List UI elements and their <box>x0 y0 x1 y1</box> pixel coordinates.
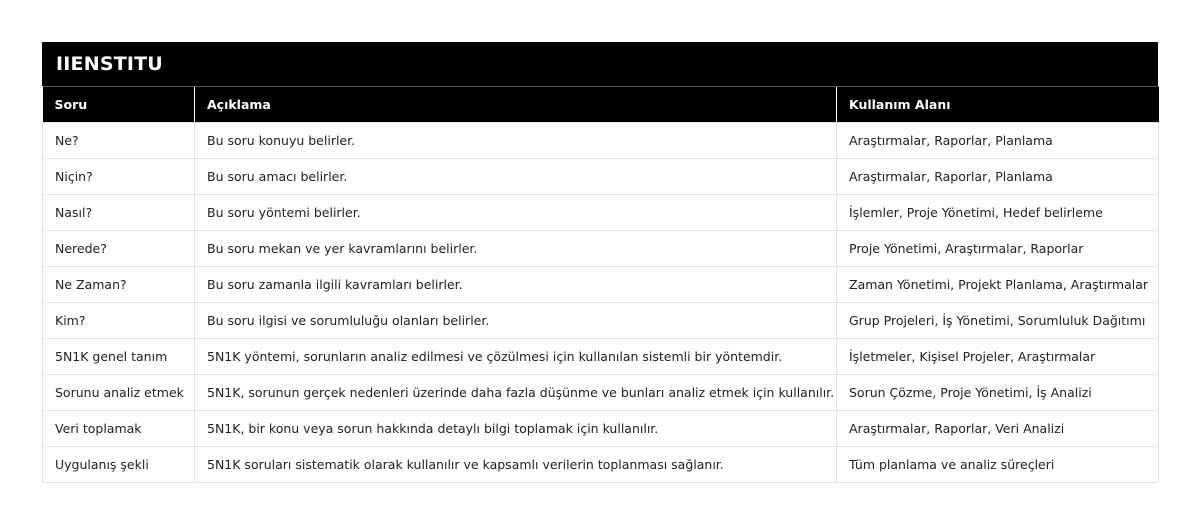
cell-soru: Veri toplamak <box>43 411 195 447</box>
cell-soru: Sorunu analiz etmek <box>43 375 195 411</box>
table-row <box>43 231 1159 267</box>
table-row <box>43 303 1159 339</box>
cell-soru: Niçin? <box>43 159 195 195</box>
cell-aciklama: 5N1K, bir konu veya sorun hakkında detaylı bilgi toplamak için kullanılır. <box>195 411 837 447</box>
content-table-card <box>42 42 1158 483</box>
cell-kullanim-alani: İşlemler, Proje Yönetimi, Hedef belirleme <box>837 195 1159 231</box>
table-row <box>43 267 1159 303</box>
cell-kullanim-alani: Araştırmalar, Raporlar, Planlama <box>837 159 1159 195</box>
cell-aciklama: Bu soru yöntemi belirler. <box>195 195 837 231</box>
table-row <box>43 411 1159 447</box>
table-row <box>43 123 1159 159</box>
cell-kullanim-alani: Zaman Yönetimi, Projekt Planlama, Araştırmalar <box>837 267 1159 303</box>
table-row <box>43 447 1159 483</box>
brand-title: IIENSTITU <box>42 42 1158 86</box>
cell-aciklama: Bu soru amacı belirler. <box>195 159 837 195</box>
cell-soru: Nasıl? <box>43 195 195 231</box>
cell-kullanim-alani: Proje Yönetimi, Araştırmalar, Raporlar <box>837 231 1159 267</box>
cell-aciklama: 5N1K yöntemi, sorunların analiz edilmesi ve çözülmesi için kullanılan sistemli bir yöntemdir. <box>195 339 837 375</box>
cell-kullanim-alani: İşletmeler, Kişisel Projeler, Araştırmalar <box>837 339 1159 375</box>
cell-soru: Ne Zaman? <box>43 267 195 303</box>
cell-aciklama: 5N1K soruları sistematik olarak kullanılır ve kapsamlı verilerin toplanması sağlanır. <box>195 447 837 483</box>
table-row <box>43 159 1159 195</box>
cell-aciklama: Bu soru ilgisi ve sorumluluğu olanları belirler. <box>195 303 837 339</box>
cell-soru: Uygulanış şekli <box>43 447 195 483</box>
cell-kullanim-alani: Sorun Çözme, Proje Yönetimi, İş Analizi <box>837 375 1159 411</box>
cell-kullanim-alani: Grup Projeleri, İş Yönetimi, Sorumluluk Dağıtımı <box>837 303 1159 339</box>
table-header-row <box>43 87 1159 123</box>
cell-kullanim-alani: Tüm planlama ve analiz süreçleri <box>837 447 1159 483</box>
cell-aciklama: Bu soru zamanla ilgili kavramları belirler. <box>195 267 837 303</box>
data-table <box>42 86 1159 483</box>
cell-kullanim-alani: Araştırmalar, Raporlar, Veri Analizi <box>837 411 1159 447</box>
column-header-aciklama: Açıklama <box>195 87 837 123</box>
table-row <box>43 195 1159 231</box>
table-row <box>43 375 1159 411</box>
cell-aciklama: Bu soru mekan ve yer kavramlarını belirler. <box>195 231 837 267</box>
cell-aciklama: 5N1K, sorunun gerçek nedenleri üzerinde daha fazla düşünme ve bunları analiz etmek için kullanılır. <box>195 375 837 411</box>
cell-aciklama: Bu soru konuyu belirler. <box>195 123 837 159</box>
cell-soru: 5N1K genel tanım <box>43 339 195 375</box>
column-header-kullanim-alani: Kullanım Alanı <box>837 87 1159 123</box>
cell-soru: Nerede? <box>43 231 195 267</box>
cell-soru: Ne? <box>43 123 195 159</box>
cell-soru: Kim? <box>43 303 195 339</box>
cell-kullanim-alani: Araştırmalar, Raporlar, Planlama <box>837 123 1159 159</box>
table-row <box>43 339 1159 375</box>
column-header-soru: Soru <box>43 87 195 123</box>
